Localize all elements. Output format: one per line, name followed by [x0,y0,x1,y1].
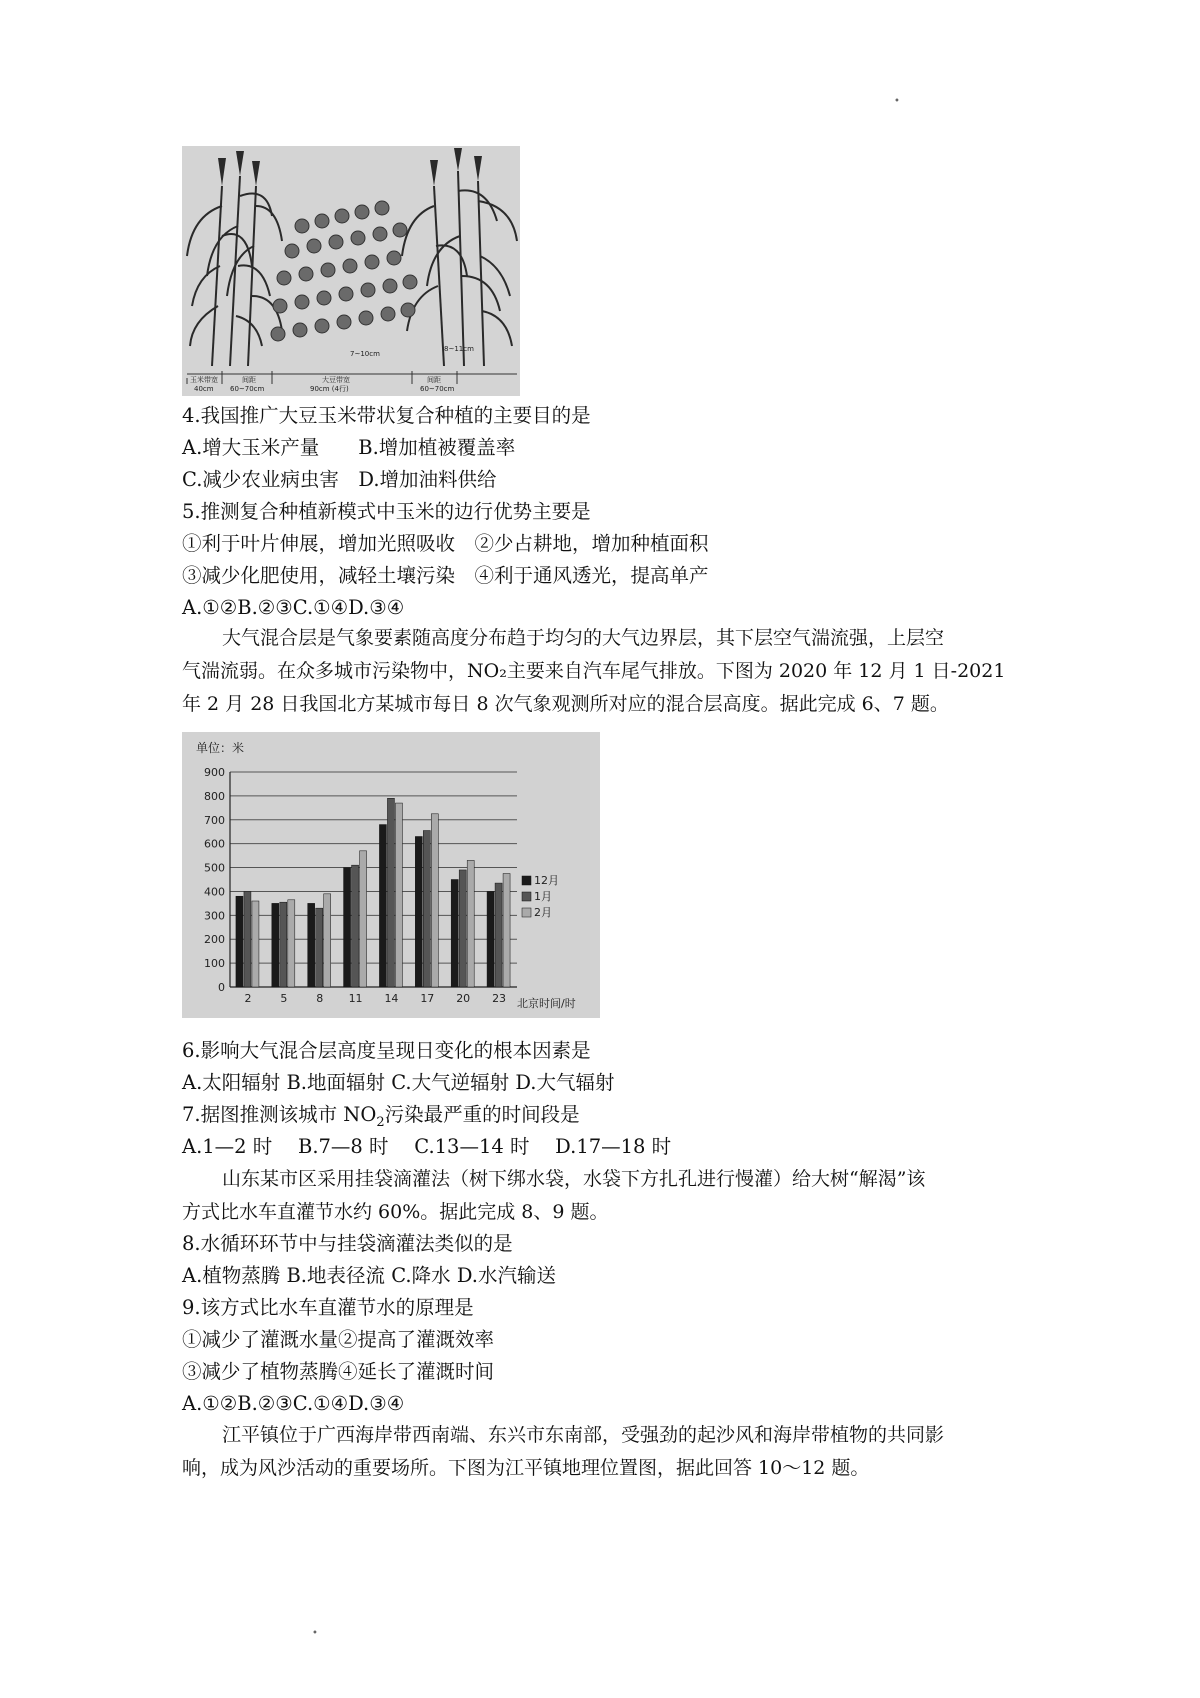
y-tick-label: 500 [204,861,225,875]
fig1-label-gap2: 间距 [427,376,441,384]
passage1-line3: 年 2 月 28 日我国北方某城市每日 8 次气象观测所对应的混合层高度。据此完成 6、7 题。 [182,693,949,715]
x-tick-label: 11 [348,992,363,1005]
mixing-layer-chart-svg [182,732,600,1018]
y-tick-label: 300 [204,909,225,923]
y-tick-label: 400 [204,885,225,899]
legend-swatch-12月 [522,876,531,885]
passage2-line2: 方式比水车直灌节水约 60%。据此完成 8、9 题。 [182,1201,609,1223]
q5-stem: 5.推测复合种植新模式中玉米的边行优势主要是 [182,500,591,523]
bar-14-2月 [395,803,402,987]
legend-swatch-1月 [522,892,531,901]
q4-options-ab: A.增大玉米产量 B.增加植被覆盖率 [182,436,516,459]
chart-unit-label: 单位：米 [196,741,245,755]
fig1-sublabel-gap2: 60~70cm [420,385,455,393]
mixing-layer-chart [182,732,600,1018]
bar-17-2月 [431,814,438,987]
bar-11-1月 [352,865,359,987]
passage2-line1: 山东某市区采用挂袋滴灌法（树下绑水袋，水袋下方扎孔进行慢灌）给大树“解渴”该 [222,1168,926,1190]
bar-23-12月 [487,891,494,987]
passage1-line1: 大气混合层是气象要素随高度分布趋于均匀的大气边界层，其下层空气湍流强，上层空 [222,627,945,649]
passage3-line2: 响，成为风沙活动的重要场所。下图为江平镇地理位置图，据此回答 10～12 题。 [182,1457,870,1479]
intercropping-illustration [182,146,520,396]
y-tick-label: 700 [204,813,225,827]
y-tick-label: 600 [204,837,225,851]
legend-swatch-2月 [522,908,531,917]
bar-14-12月 [379,825,386,987]
x-tick-label: 23 [492,992,507,1005]
q7-stem-part2: 污染最严重的时间段是 [384,1103,580,1126]
q6-options: A.太阳辐射 B.地面辐射 C.大气逆辐射 D.大气辐射 [182,1071,615,1094]
intercropping-figure [182,146,520,396]
chart-x-axis-title: 北京时间/时 [517,997,576,1010]
bar-11-2月 [360,851,367,987]
x-tick-label: 14 [384,992,399,1005]
q6-stem: 6.影响大气混合层高度呈现日变化的根本因素是 [182,1039,591,1062]
q5-options: A.①②B.②③C.①④D.③④ [182,596,405,619]
bottom-mark: • [312,1628,318,1639]
q9-options: A.①②B.②③C.①④D.③④ [182,1392,405,1415]
bar-14-1月 [387,798,394,987]
x-tick-label: 20 [456,992,471,1005]
bar-11-12月 [344,868,351,987]
bar-8-2月 [324,894,331,987]
legend-label: 2月 [534,906,552,919]
q5-statement-2: ③减少化肥使用，减轻土壤污染 ④利于通风透光，提高单产 [182,564,709,587]
fig1-sublabel-soy: 90cm (4行) [310,385,349,393]
x-tick-label: 8 [316,992,324,1005]
fig1-dim-small: 7~10cm [350,350,380,358]
bar-17-1月 [423,831,430,987]
bar-23-2月 [503,874,510,987]
bar-8-12月 [308,903,315,987]
bar-5-2月 [288,900,295,987]
fig1-dim-large: 8~11cm [444,345,474,353]
passage3-line1: 江平镇位于广西海岸带西南端、东兴市东南部，受强劲的起沙风和海岸带植物的共同影 [222,1424,945,1446]
bar-17-12月 [415,837,422,988]
q7-options: A.1—2 时 B.7—8 时 C.13—14 时 D.17—18 时 [182,1135,672,1158]
y-tick-label: 100 [204,957,225,971]
corner-mark: • [894,96,900,107]
bar-2-2月 [252,901,259,987]
bar-2-12月 [236,896,243,987]
q7-stem [182,1102,580,1136]
fig1-sublabel-gap1: 60~70cm [230,385,265,393]
bar-5-1月 [280,902,287,987]
bar-5-12月 [272,903,279,987]
bar-23-1月 [495,883,502,987]
y-tick-label: 0 [218,981,225,994]
q9-stem: 9.该方式比水车直灌节水的原理是 [182,1296,474,1319]
fig1-label-corn: 玉米带宽 [190,376,218,384]
passage1-line2: 气湍流弱。在众多城市污染物中，NO₂主要来自汽车尾气排放。下图为 2020 年 12 月 1 日-2021 [182,660,1006,682]
q4-stem: 4.我国推广大豆玉米带状复合种植的主要目的是 [182,404,591,427]
q7-subscript: 2 [376,1114,385,1130]
bar-20-1月 [459,870,466,987]
q5-statement-1: ①利于叶片伸展，增加光照吸收 ②少占耕地，增加种植面积 [182,532,709,555]
bar-8-1月 [316,908,323,987]
fig1-label-gap1: 间距 [242,376,256,384]
legend-label: 1月 [534,890,552,903]
bar-20-2月 [467,860,474,987]
q9-statement-2: ③减少了植物蒸腾④延长了灌溉时间 [182,1360,495,1383]
y-tick-label: 200 [204,933,225,947]
q7-stem-part1: 7.据图推测该城市 NO [182,1103,377,1126]
x-tick-label: 17 [420,992,435,1005]
y-tick-label: 900 [204,766,225,779]
q9-statement-1: ①减少了灌溉水量②提高了灌溉效率 [182,1328,495,1351]
x-tick-label: 2 [244,992,252,1005]
y-tick-label: 800 [204,789,225,803]
q8-stem: 8.水循环环节中与挂袋滴灌法类似的是 [182,1232,513,1255]
legend-label: 12月 [534,874,559,887]
q4-options-cd: C.减少农业病虫害 D.增加油料供给 [182,468,497,491]
bar-20-12月 [451,880,458,988]
q8-options: A.植物蒸腾 B.地表径流 C.降水 D.水汽输送 [182,1264,556,1287]
fig1-label-soy: 大豆带宽 [322,376,350,384]
x-tick-label: 5 [280,992,288,1005]
bar-2-1月 [244,891,251,987]
fig1-sublabel-corn: 40cm [194,385,214,393]
